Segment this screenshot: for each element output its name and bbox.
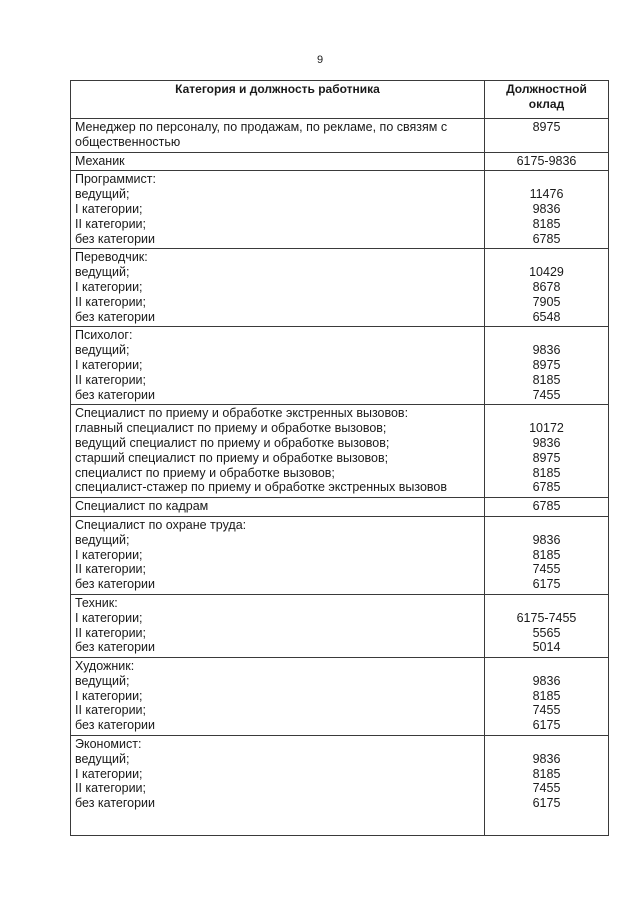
salary-value xyxy=(489,406,604,421)
position-cell xyxy=(71,736,485,836)
salary-value xyxy=(489,518,604,533)
salary-value: 7455 xyxy=(532,781,561,796)
position-line: II категории; xyxy=(75,562,147,577)
position-line: без категории xyxy=(75,640,156,655)
table-row xyxy=(71,152,609,171)
position-line: Психолог: xyxy=(75,328,133,343)
position-line: Экономист: xyxy=(75,737,142,752)
salary-value: 7455 xyxy=(532,387,561,402)
position-cell xyxy=(71,171,485,249)
salary-value xyxy=(489,737,604,752)
position-line: II категории; xyxy=(75,216,147,231)
salary-cell xyxy=(485,119,609,153)
page-number: 9 xyxy=(316,54,324,66)
salary-value: 8185 xyxy=(532,372,561,387)
salary-value: 7455 xyxy=(532,562,561,577)
position-line: Специалист по приему и обработке экстренных вызовов: xyxy=(75,406,409,421)
position-line: I категории; xyxy=(75,547,143,562)
salary-value: 9836 xyxy=(532,435,561,450)
salary-value: 8975 xyxy=(532,357,561,372)
salary-value: 9836 xyxy=(532,343,561,358)
salary-value: 8185 xyxy=(532,547,561,562)
salary-cell xyxy=(485,516,609,594)
table-row xyxy=(71,736,609,836)
salary-value xyxy=(489,172,604,187)
position-line: I категории; xyxy=(75,279,143,294)
position-line: ведущий; xyxy=(75,673,130,688)
salary-cell xyxy=(485,405,609,498)
salary-cell xyxy=(485,658,609,736)
position-line: II категории; xyxy=(75,294,147,309)
position-cell xyxy=(71,327,485,405)
salary-value: 6548 xyxy=(532,309,561,324)
position-cell xyxy=(71,152,485,171)
salary-value: 6175-9836 xyxy=(516,153,577,168)
table-body xyxy=(71,119,609,836)
position-cell xyxy=(71,249,485,327)
position-cell xyxy=(71,498,485,517)
position-line: без категории xyxy=(75,309,156,324)
position-line: ведущий; xyxy=(75,532,130,547)
salary-cell xyxy=(485,736,609,836)
salary-value: 7455 xyxy=(532,703,561,718)
salary-value xyxy=(489,328,604,343)
position-line: Механик xyxy=(75,153,125,168)
position-line: ведущий; xyxy=(75,265,130,280)
position-line: старший специалист по приему и обработке вызовов; xyxy=(75,450,389,465)
position-line: ведущий; xyxy=(75,187,130,202)
salary-value: 5565 xyxy=(532,625,561,640)
table-row xyxy=(71,594,609,657)
position-cell xyxy=(71,516,485,594)
table-row xyxy=(71,327,609,405)
salary-value: 6175 xyxy=(532,718,561,733)
position-line: специалист по приему и обработке вызовов; xyxy=(75,465,335,480)
position-line: ведущий специалист по приему и обработке вызовов; xyxy=(75,435,390,450)
position-line: ведущий; xyxy=(75,751,130,766)
salary-value: 6785 xyxy=(532,480,561,495)
position-line: без категории xyxy=(75,796,156,811)
position-line: без категории xyxy=(75,577,156,592)
table-row xyxy=(71,171,609,249)
position-line: Техник: xyxy=(75,595,118,610)
salary-value: 8185 xyxy=(532,688,561,703)
salary-value: 8185 xyxy=(532,766,561,781)
position-line: I категории; xyxy=(75,610,143,625)
position-line: I категории; xyxy=(75,357,143,372)
salary-value: 9836 xyxy=(532,751,561,766)
position-cell xyxy=(71,658,485,736)
position-line: Специалист по охране труда: xyxy=(75,517,247,532)
position-line: II категории; xyxy=(75,703,147,718)
position-line: I категории; xyxy=(75,766,143,781)
position-line: I категории; xyxy=(75,688,143,703)
table-row xyxy=(71,498,609,517)
table-row xyxy=(71,405,609,498)
salary-value xyxy=(489,250,604,265)
header-row xyxy=(71,81,609,119)
salary-value: 10429 xyxy=(529,265,564,280)
position-line: специалист-стажер по приему и обработке экстренных вызовов xyxy=(75,480,448,495)
position-line: Программист: xyxy=(75,172,156,187)
salary-value: 9836 xyxy=(532,532,561,547)
position-line: II категории; xyxy=(75,625,147,640)
position-line: без категории xyxy=(75,718,156,733)
salary-value: 6175-7455 xyxy=(516,610,577,625)
position-line: главный специалист по приему и обработке вызовов; xyxy=(75,421,387,436)
salary-value: 6785 xyxy=(532,231,561,246)
salary-value: 8185 xyxy=(532,216,561,231)
table-row xyxy=(71,658,609,736)
position-line: I категории; xyxy=(75,201,143,216)
table-header xyxy=(71,81,609,119)
salary-table xyxy=(70,80,609,836)
salary-value: 11476 xyxy=(529,187,564,202)
salary-value xyxy=(489,659,604,674)
salary-value: 10172 xyxy=(529,421,564,436)
salary-value: 8975 xyxy=(532,450,561,465)
salary-value: 8678 xyxy=(532,279,561,294)
salary-value: 9836 xyxy=(532,201,561,216)
position-line: Художник: xyxy=(75,659,135,674)
salary-value xyxy=(489,596,604,611)
salary-value: 6175 xyxy=(532,796,561,811)
salary-value: 6785 xyxy=(532,499,561,514)
position-line: без категории xyxy=(75,231,156,246)
position-line: Переводчик: xyxy=(75,250,148,265)
header-position: Категория и должность работника xyxy=(71,81,485,119)
table-row xyxy=(71,249,609,327)
header-salary: Должностной оклад xyxy=(485,81,609,119)
position-cell xyxy=(71,405,485,498)
position-line: II категории; xyxy=(75,781,147,796)
salary-value: 7905 xyxy=(532,294,561,309)
salary-cell xyxy=(485,171,609,249)
table-row xyxy=(71,516,609,594)
table-row xyxy=(71,119,609,153)
position-line: II категории; xyxy=(75,372,147,387)
salary-value: 8185 xyxy=(532,465,561,480)
position-cell xyxy=(71,119,485,153)
salary-cell xyxy=(485,594,609,657)
salary-value: 5014 xyxy=(532,640,561,655)
position-cell xyxy=(71,594,485,657)
salary-cell xyxy=(485,152,609,171)
position-line: без категории xyxy=(75,387,156,402)
salary-cell xyxy=(485,498,609,517)
position-line: Специалист по кадрам xyxy=(75,499,209,514)
salary-cell xyxy=(485,249,609,327)
position-line: Менеджер по персоналу, по продажам, по рекламе, по связям с общественностью xyxy=(75,120,448,149)
salary-value: 9836 xyxy=(532,673,561,688)
salary-value: 6175 xyxy=(532,577,561,592)
salary-cell xyxy=(485,327,609,405)
position-line: ведущий; xyxy=(75,343,130,358)
salary-value: 8975 xyxy=(532,120,561,134)
